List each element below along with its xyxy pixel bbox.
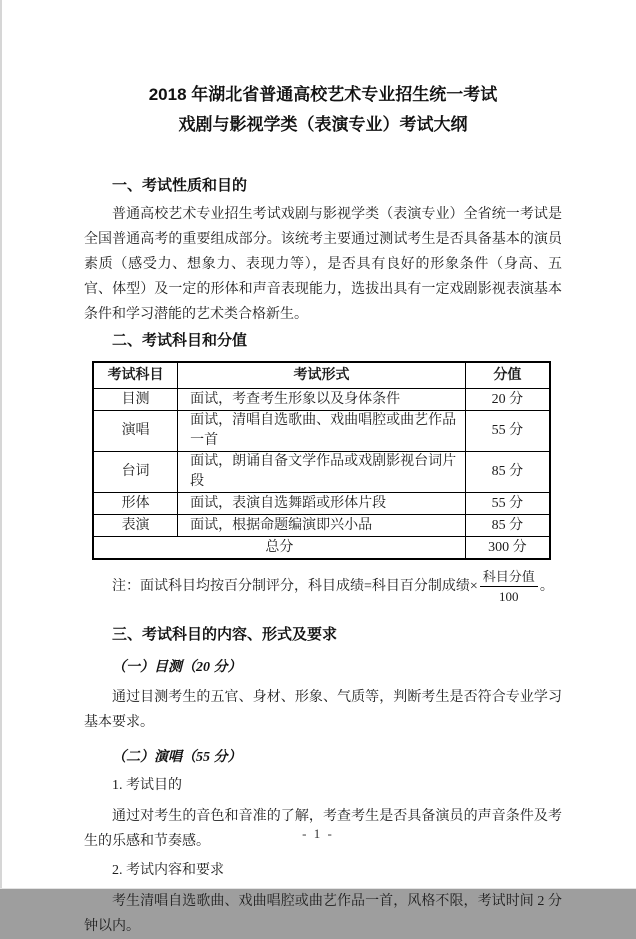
score-cell: 55 分 — [465, 411, 550, 452]
sub2-item1-heading: 1. 考试目的 — [112, 778, 182, 793]
subject-cell: 形体 — [93, 493, 178, 515]
score-cell: 85 分 — [465, 452, 550, 493]
note-suffix: 。 — [539, 578, 554, 594]
total-score-cell: 300 分 — [465, 537, 550, 560]
total-label-cell: 总分 — [93, 537, 465, 560]
score-table — [92, 361, 551, 560]
section3-heading: 三、考试科目的内容、形式及要求 — [112, 626, 338, 643]
form-cell: 面试，考查考生形象以及身体条件 — [178, 389, 466, 411]
sub2-item1-paragraph: 通过对考生的音色和音准的了解，考查考生是否具备演员的声音条件及考生的乐感和节奏感。 — [84, 809, 562, 849]
score-cell: 85 分 — [465, 515, 550, 537]
score-cell: 55 分 — [465, 493, 550, 515]
section2-heading: 二、考试科目和分值 — [112, 332, 248, 349]
subject-cell: 表演 — [93, 515, 178, 537]
fraction-numerator: 科目分值 — [480, 568, 538, 587]
note-fraction — [480, 568, 538, 605]
form-cell: 面试，根据命题编演即兴小品 — [178, 515, 466, 537]
section3-sub2-heading: （二）演唱（55 分） — [112, 750, 242, 765]
fraction-denominator: 100 — [499, 589, 519, 604]
subject-cell: 台词 — [93, 452, 178, 493]
note-text: 注：面试科目均按百分制评分，科目成绩=科目百分制成绩× — [112, 578, 478, 594]
table-total-row — [93, 537, 550, 560]
col-header-score: 分值 — [465, 362, 550, 389]
section1-paragraph: 普通高校艺术专业招生考试戏剧与影视学类（表演专业）全省统一考试是全国普通高考的重要组成部分。该统考主要通过测试考生是否具备基本的演员素质（感受力、想象力、表现力等），是否具有良好的形象条件（身高、五官、体型）及一定的形体和声音表现能力，选拔出具有一定戏剧影视表演基本条件和学习潜能的艺术类合格新生。 — [84, 207, 562, 322]
scan-edge-left — [0, 0, 2, 889]
table-row — [93, 515, 550, 537]
table-row — [93, 493, 550, 515]
form-cell: 面试，表演自选舞蹈或形体片段 — [178, 493, 466, 515]
section1-heading: 一、考试性质和目的 — [112, 177, 248, 194]
sub2-item2-heading: 2. 考试内容和要求 — [112, 863, 224, 878]
table-row — [93, 452, 550, 493]
subject-cell: 演唱 — [93, 411, 178, 452]
document-title-line1: 2018 年湖北省普通高校艺术专业招生统一考试 — [148, 85, 498, 104]
form-cell: 面试，朗诵自备文学作品或戏剧影视台词片段 — [178, 452, 466, 493]
table-header-row — [93, 362, 550, 389]
page-number: - 1 - — [302, 826, 334, 841]
table-row — [93, 411, 550, 452]
score-cell: 20 分 — [465, 389, 550, 411]
table-row — [93, 389, 550, 411]
col-header-form: 考试形式 — [178, 362, 466, 389]
col-header-subject: 考试科目 — [93, 362, 178, 389]
document-title-line2: 戏剧与影视学类（表演专业）考试大纲 — [178, 115, 468, 134]
scan-edge-bottom — [0, 888, 636, 889]
subject-cell: 目测 — [93, 389, 178, 411]
form-cell: 面试，清唱自选歌曲、戏曲唱腔或曲艺作品一首 — [178, 411, 466, 452]
table-note — [112, 568, 562, 605]
section3-sub1-paragraph: 通过目测考生的五官、身材、形象、气质等，判断考生是否符合专业学习基本要求。 — [84, 690, 562, 730]
section3-sub1-heading: （一）目测（20 分） — [112, 660, 242, 675]
sub2-item2-paragraph: 考生清唱自选歌曲、戏曲唱腔或曲艺作品一首，风格不限，考试时间 2 分钟以内。 — [84, 894, 562, 934]
